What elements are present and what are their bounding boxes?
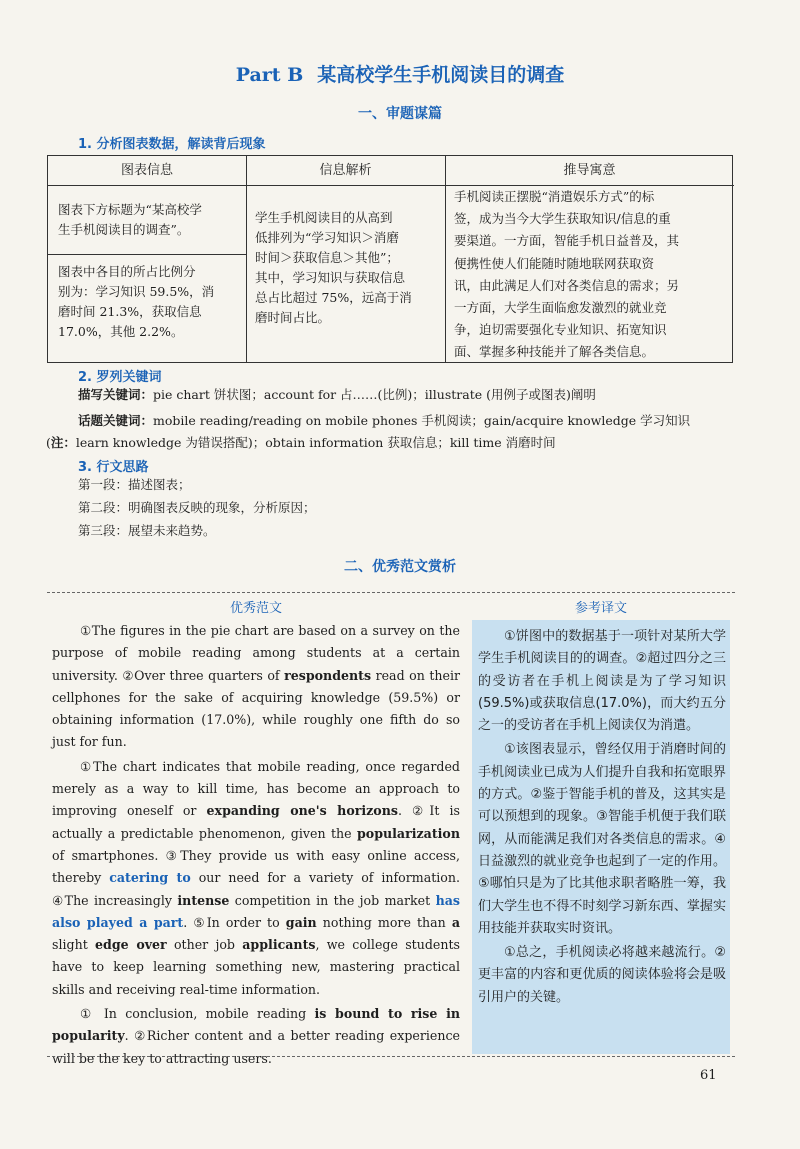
outline-item-1: 第一段：描述图表； (78, 477, 191, 492)
keywords-topic: 话题关键词：mobile reading/reading on mobile phones 手机阅读；gain/acquire knowledge 学习知识 (78, 413, 691, 428)
part-topic: 某高校学生手机阅读目的调查 (317, 64, 565, 86)
table-cell-title-info: 图表下方标题为“某高校学 生手机阅读目的调查”。 (58, 202, 202, 237)
divider-bottom (47, 1056, 735, 1057)
table-header-implication: 推导寓意 (563, 163, 616, 178)
part-label: Part B (235, 64, 304, 86)
table-header-chart-info: 图表信息 (120, 163, 173, 178)
table-cell-implication: 手机阅读正摆脱“消遣娱乐方式”的标 签，成为当今大学生获取知识/信息的重 要渠道。一方面，智能手机日益普及，其 便携性使人们能随时随地联网获取资 讯，由此满足人们对各类信息的需求；另 一方面，大学生面临愈发激烈的就业竞 争，迫切需要强化专业知识、拓宽知识 面、掌握多种技能并了解各类信息。 (454, 189, 680, 360)
model-essay (52, 620, 460, 1070)
table-cell-analysis: 学生手机阅读目的从高到 低排列为“学习知识＞消磨 时间＞获取信息＞其他”； 其中，学习知识与获取信息 总占比超过 75%，远高于消 磨时间占比。 (255, 210, 412, 325)
translation-paragraph-1: ①饼图中的数据基于一项针对某所大学学生手机阅读目的的调查。②超过四分之三的受访者在手机上阅读是为了学习知识(59.5%)或获取信息(17.0%)，而大约五分之一的受访者在手机上阅读仅为消遣。 (478, 629, 726, 734)
subheading-outline: 3. 行文思路 (78, 460, 149, 475)
section-heading-1: 一、审题谋篇 (358, 106, 442, 122)
part-title (0, 60, 800, 87)
outline-item-3: 第三段：展望未来趋势。 (78, 523, 216, 538)
essay-paragraph-1: ①The figures in the pie chart are based on a survey on the purpose of mobile reading among students at a certain university. ②Over three quarters of respondents read on their cellphones for the sake of acquiring knowledge (59.5%) or obtaining information (17.0%), while roughly one fifth do so just for fun. (52, 623, 460, 750)
section-heading-2: 二、优秀范文赏析 (344, 559, 456, 575)
subheading-analyze: 1. 分析图表数据，解读背后现象 (78, 137, 266, 152)
translation-title: 参考译文 (574, 601, 627, 616)
page-number: 61 (700, 1068, 717, 1083)
essay-paragraph-3: ① In conclusion, mobile reading is bound to rise in popularity. ②Richer content and a better reading experience will be the key to attracting users. (52, 1006, 461, 1066)
keywords-description: 描写关键词：pie chart 饼状图；account for 占……(比例)；illustrate (用例子或图表)阐明 (78, 387, 596, 402)
subheading-keywords: 2. 罗列关键词 (78, 370, 162, 385)
keywords-topic-note: (注：learn knowledge 为错误搭配)；obtain information 获取信息；kill time 消磨时间 (46, 435, 556, 450)
analysis-table (47, 155, 733, 363)
essay-title: 优秀范文 (229, 601, 282, 616)
essay-paragraph-2: ①The chart indicates that mobile reading, once regarded merely as a way to kill time, has become an approach to improving oneself or expanding one's horizons. ②It is actually a predictable phenomenon, given the popularization of smartphones. ③They provide us with easy online access, thereby catering to our need for a variety of information. ④The increasingly intense competition in the job market has also played a part. ⑤In order to gain nothing more than a slight edge over other job applicants, we college students have to keep learning something new, mastering practical skills and receiving real-time information. (52, 758, 461, 997)
divider-top (47, 592, 735, 593)
table-header-analysis: 信息解析 (319, 163, 372, 178)
translation-paragraph-2: ①该图表显示，曾经仅用于消磨时间的手机阅读业已成为人们提升自我和拓宽眼界的方式。②鉴于智能手机的普及，这其实是可以预想到的现象。③智能手机便于我们联网，从而能满足我们对各类信息的需求。④日益激烈的就业竞争也起到了一定的作用。⑤哪怕只是为了比其他求职者略胜一筹，我们大学生也不得不时刻学习新东西、掌握实用技能并获取实时资讯。 (478, 742, 726, 936)
outline-item-2: 第二段：明确图表反映的现象，分析原因； (78, 500, 316, 515)
translation-paragraph-3: ①总之，手机阅读必将越来越流行。②更丰富的内容和更优质的阅读体验将会是吸引用户的关键。 (478, 945, 726, 1005)
table-cell-proportions: 图表中各目的所占比例分 别为：学习知识 59.5%，消 磨时间 21.3%，获取信息 17.0%，其他 2.2%。 (58, 264, 215, 339)
translation (478, 626, 726, 1009)
